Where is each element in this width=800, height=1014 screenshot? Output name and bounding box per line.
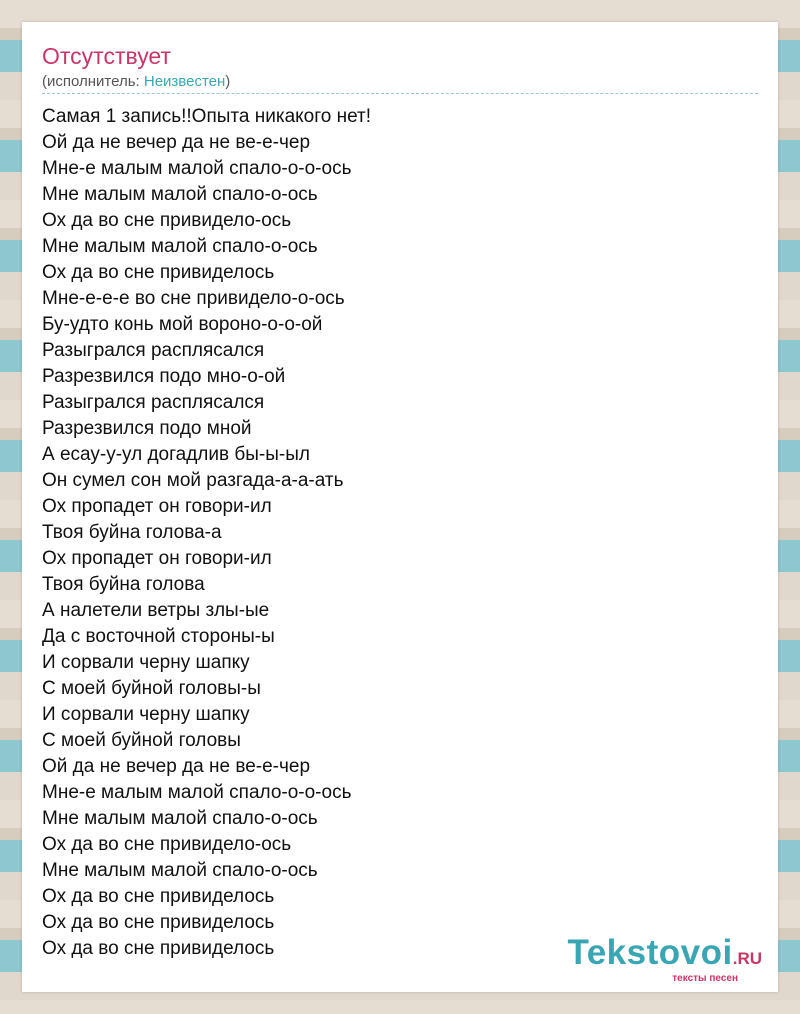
lyric-line: С моей буйной головы [42, 730, 241, 751]
lyric-line: Мне-е малым малой спало-о-о-ось [42, 158, 352, 179]
artist-link[interactable]: Неизвестен [143, 73, 226, 90]
lyric-line: Мне малым малой спало-о-ось [42, 184, 318, 205]
lyric-line: Мне малым малой спало-о-ось [42, 236, 318, 257]
logo-wordmark [567, 935, 762, 977]
lyric-line: Мне-е-е-е во сне привидело-о-ось [42, 288, 345, 309]
lyric-line: Разыгрался расплясался [42, 340, 265, 361]
lyric-line: Ох да во сне привиделось [42, 938, 275, 959]
lyric-line: Ой да не вечер да не ве-е-чер [42, 756, 311, 777]
lyric-line: Бу-удто конь мой вороно-о-о-ой [42, 314, 323, 335]
title-divider [42, 93, 758, 94]
lyric-line: А есау-у-ул догадлив бы-ы-ыл [42, 444, 310, 465]
lyric-line: И сорвали черну шапку [42, 704, 250, 725]
logo-tld: .RU [732, 949, 762, 968]
site-logo[interactable] [567, 935, 762, 984]
lyric-line: И сорвали черну шапку [42, 652, 250, 673]
logo-name: Tekstovoi [567, 933, 733, 972]
lyric-line: Твоя буйна голова-а [42, 522, 222, 543]
lyric-line: Да с восточной стороны-ы [42, 626, 275, 647]
lyric-line: Разрезвился подо мной [42, 418, 252, 439]
lyric-line: Он сумел сон мой разгада-а-а-ать [42, 470, 344, 491]
logo-tagline: тексты песен [672, 973, 738, 984]
lyric-line: Мне малым малой спало-о-ось [42, 860, 318, 881]
lyric-line: Ох пропадет он говори-ил [42, 548, 272, 569]
lyric-line: Мне-е малым малой спало-о-о-ось [42, 782, 352, 803]
lyric-line: Мне малым малой спало-о-ось [42, 808, 318, 829]
lyric-line: Ох пропадет он говори-ил [42, 496, 272, 517]
lyric-line: Ох да во сне привиделось [42, 886, 275, 907]
lyrics-card [22, 22, 778, 992]
lyric-line: Разрезвился подо мно-о-ой [42, 366, 286, 387]
lyric-line: Ох да во сне привидело-ось [42, 210, 292, 231]
lyric-line: С моей буйной головы-ы [42, 678, 261, 699]
artist-prefix: (исполнитель: [42, 73, 144, 90]
lyric-line: Ох да во сне привидело-ось [42, 834, 292, 855]
lyric-line: Разыгрался расплясался [42, 392, 265, 413]
lyrics-text [42, 104, 371, 962]
lyric-line: Ой да не вечер да не ве-е-чер [42, 132, 311, 153]
artist-suffix: ) [225, 73, 231, 90]
lyric-line: Ох да во сне привиделось [42, 262, 275, 283]
lyric-line: Ох да во сне привиделось [42, 912, 275, 933]
lyric-line: Твоя буйна голова [42, 574, 205, 595]
artist-line [42, 72, 230, 92]
lyric-line: Самая 1 запись!!Опыта никакого нет! [42, 106, 372, 127]
lyric-line: А налетели ветры злы-ые [42, 600, 270, 621]
song-title: Отсутствует [42, 43, 171, 69]
